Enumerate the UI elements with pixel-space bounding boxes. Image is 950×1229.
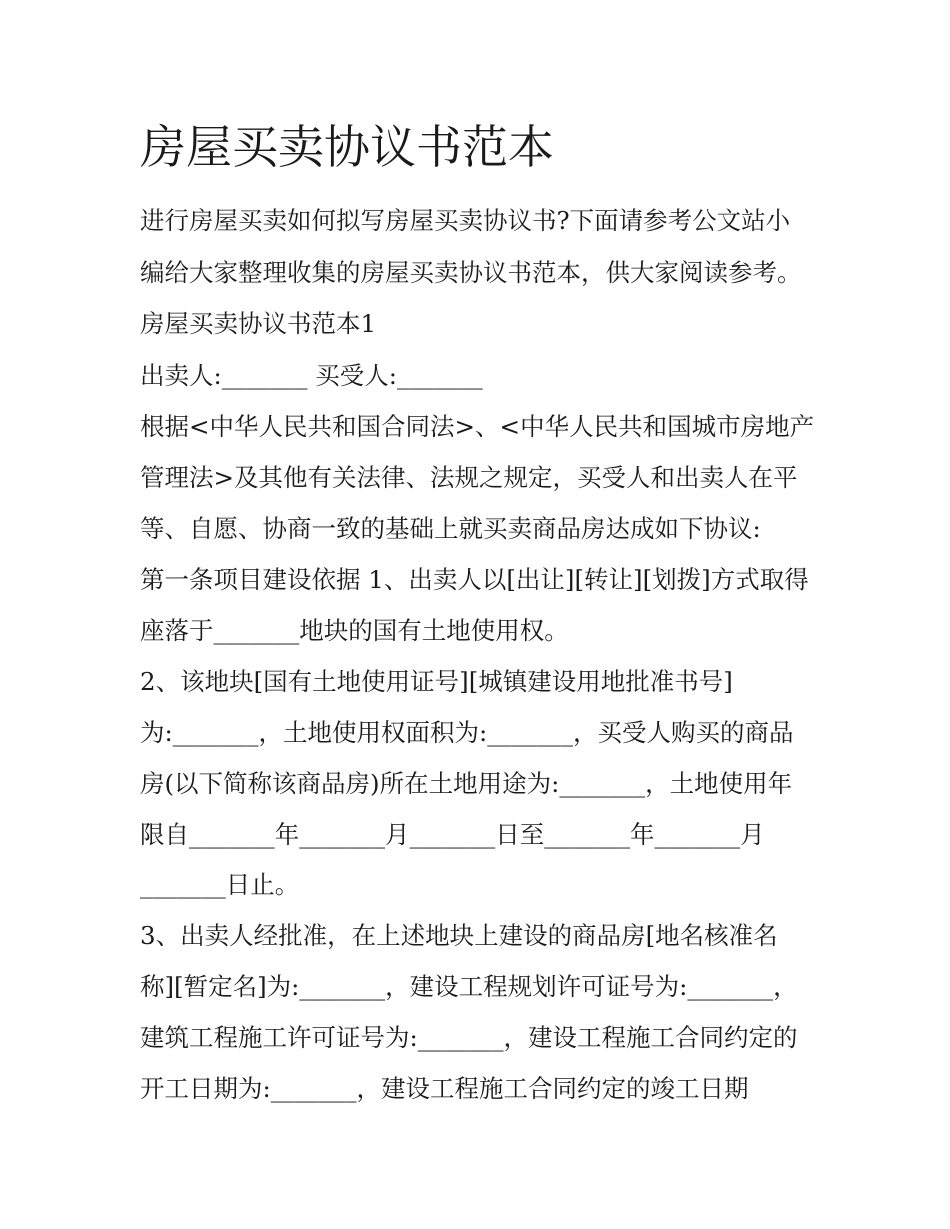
article-1-line-1: 第一条项目建设依据 1、出卖人以[出让][转让][划拨]方式取得 [140,565,809,594]
body-line-intro-2: 编给大家整理收集的房屋买卖协议书范本，供大家阅读参考。 [140,258,802,287]
clause-2-line-3: 房(以下简称该商品房)所在土地用途为:_______，土地使用年 [140,769,793,798]
body-line-basis-2: 管理法>及其他有关法律、法规之规定，买受人和出卖人在平 [140,463,798,492]
clause-2-line-1: 2、该地块[国有土地使用证号][城镇建设用地批准书号] [140,667,733,696]
clause-3-line-3: 建筑工程施工许可证号为:_______，建设工程施工合同约定的 [140,1023,798,1052]
body-line-basis-3: 等、自愿、协商一致的基础上就买卖商品房达成如下协议: [140,514,761,543]
clause-2-line-4: 限自_______年_______月_______日至_______年_______月 [140,820,765,849]
clause-2-line-2: 为:_______，土地使用权面积为:_______，买受人购买的商品 [140,718,794,747]
clause-3-line-2: 称][暂定名]为:_______，建设工程规划许可证号为:_______， [140,972,798,1001]
section-heading: 房屋买卖协议书范本1 [140,309,377,338]
parties-line: 出卖人:_______ 买受人:_______ [140,361,483,390]
clause-3-line-1: 3、出卖人经批准，在上述地块上建设的商品房[地名核准名 [140,921,778,950]
clause-3-line-4: 开工日期为:_______，建设工程施工合同约定的竣工日期 [140,1074,749,1103]
body-line-basis-1: 根据<中华人民共和国合同法>、<中华人民共和国城市房地产 [140,412,815,441]
body-line-intro-1: 进行房屋买卖如何拟写房屋买卖协议书?下面请参考公文站小 [140,206,791,235]
document-title: 房屋买卖协议书范本 [140,120,554,174]
clause-2-line-5: _______日止。 [140,870,300,899]
article-1-line-2: 座落于_______地块的国有土地使用权。 [140,616,569,645]
